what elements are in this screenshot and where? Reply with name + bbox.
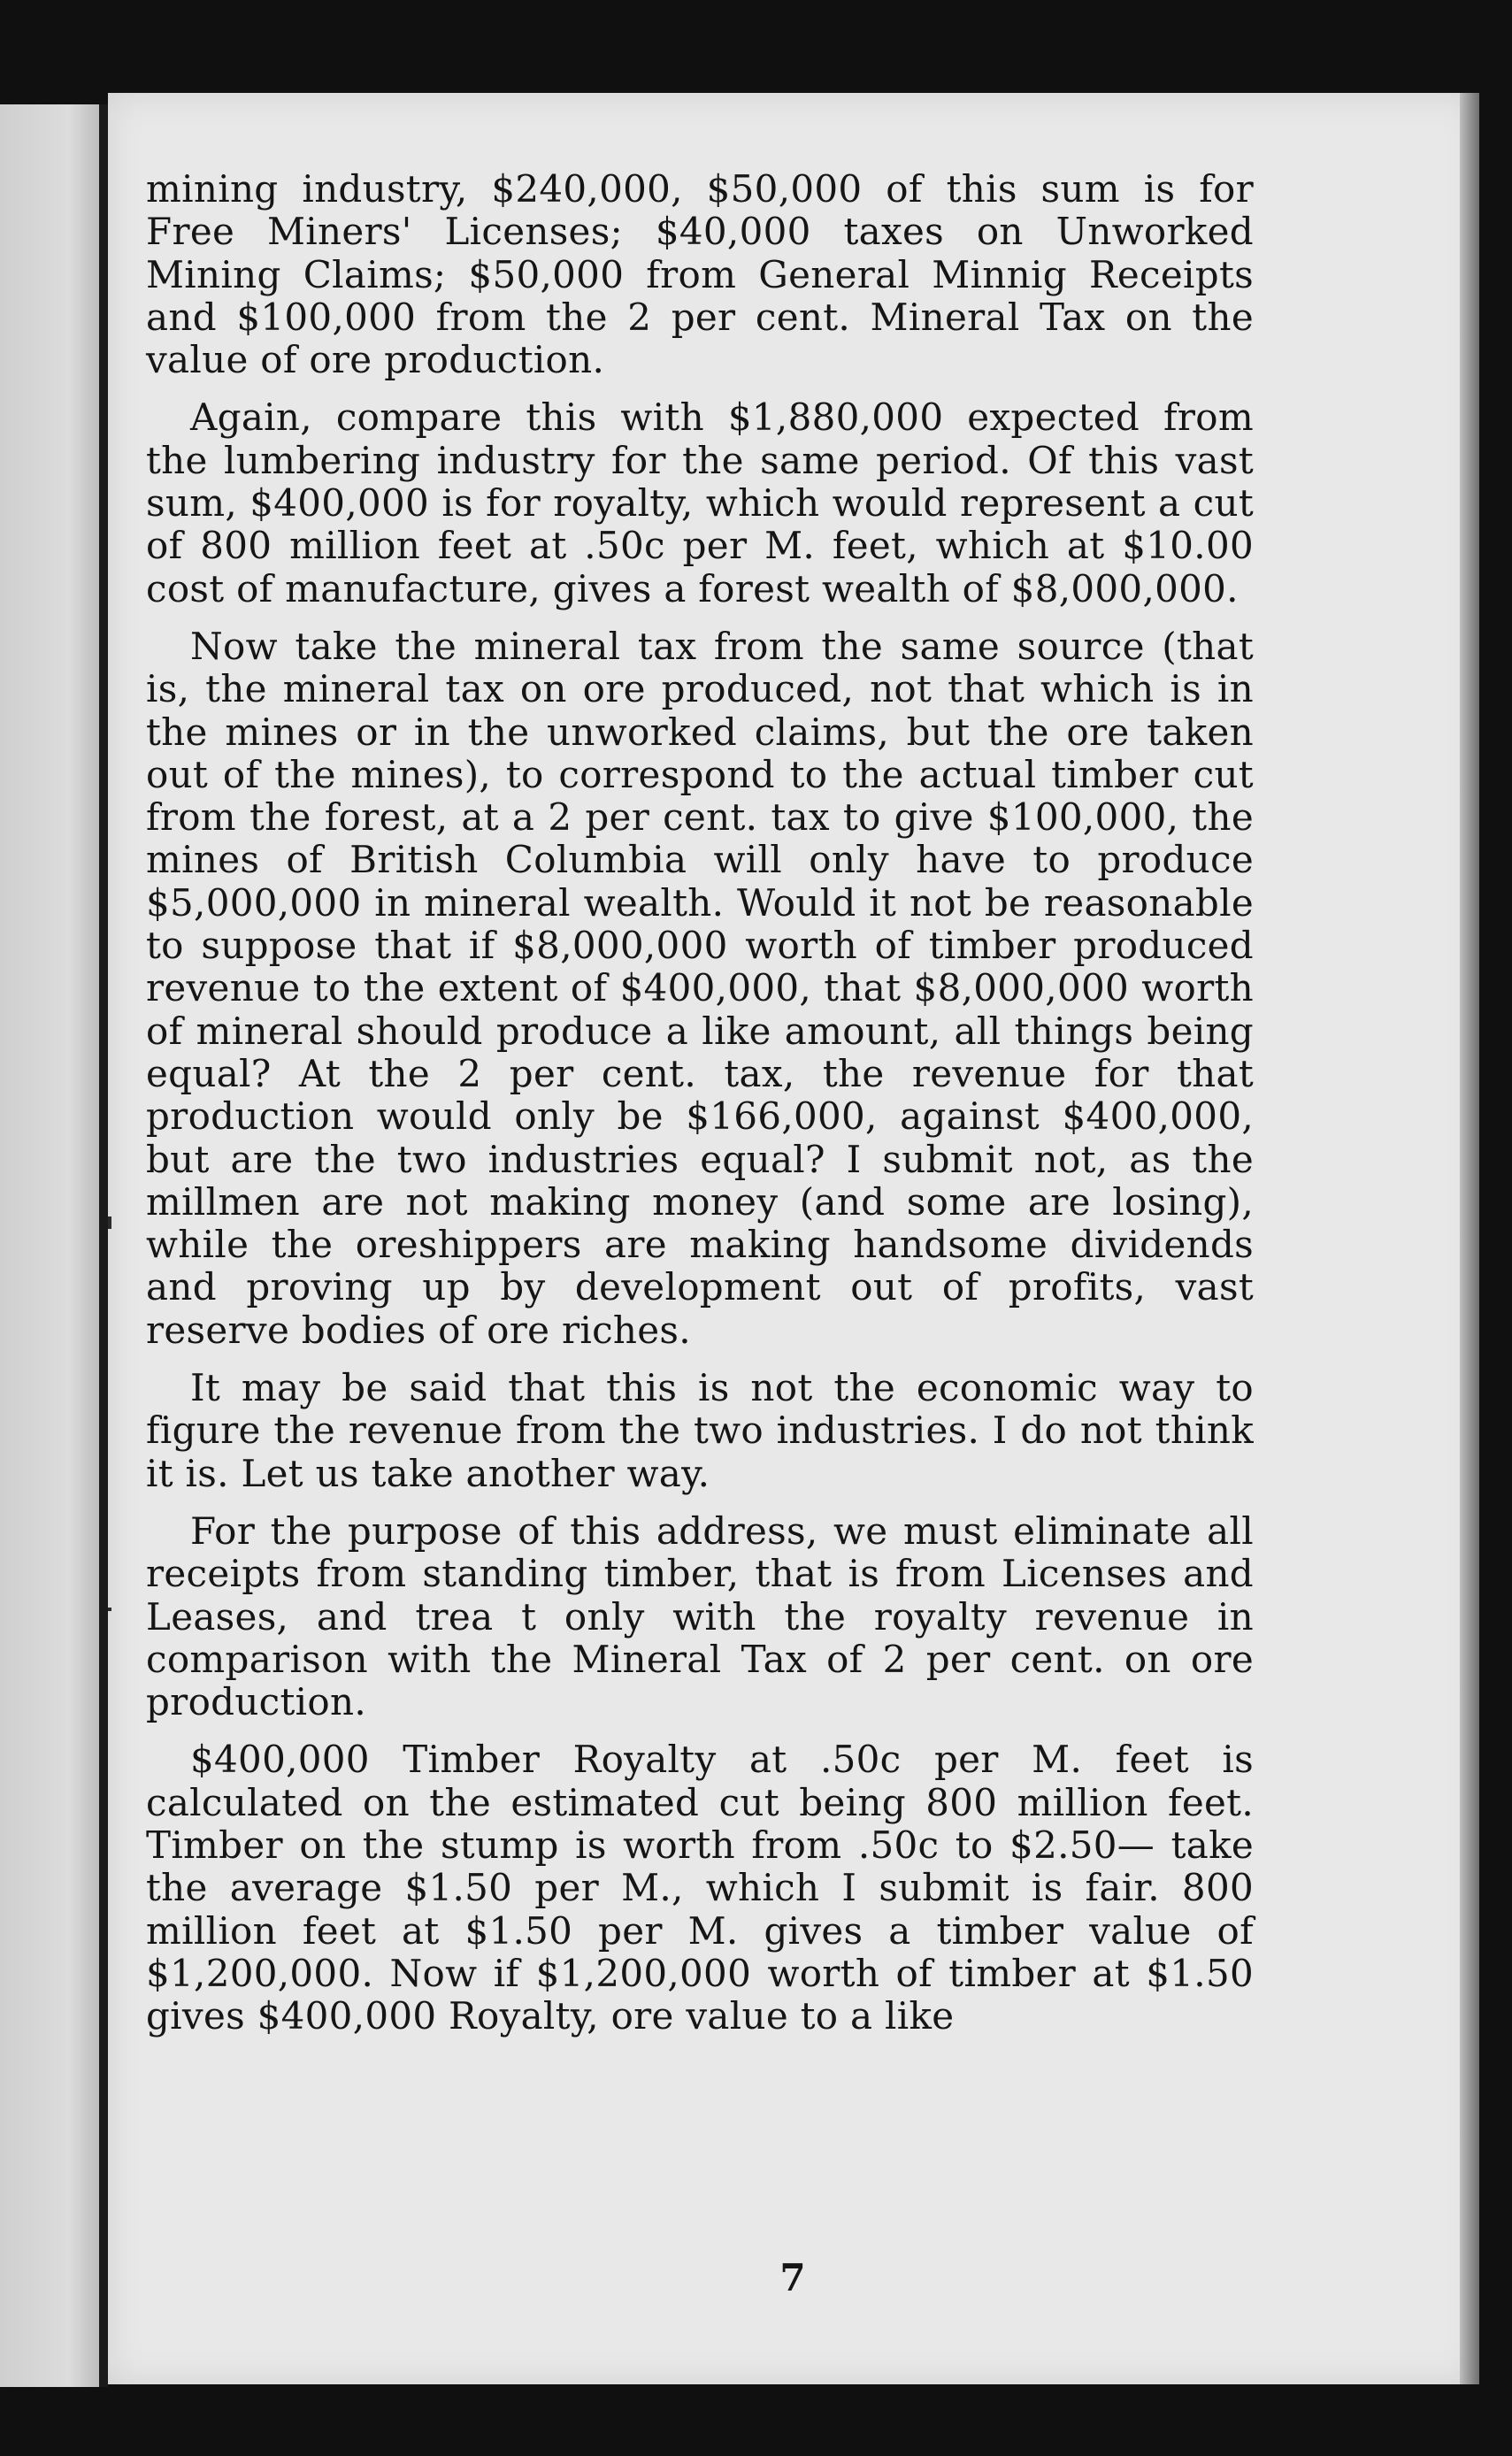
paragraph-5: For the purpose of this address, we must eliminate all receipts from standing timber, that is from Licenses and Leases, and trea t only with the royalty revenue in comparison with the Mineral Tax of 2 per cent. on ore production. xyxy=(146,1508,1254,1724)
paragraph-2: Again, compare this with $1,880,000 expected from the lumbering industry for the same period. Of this vast sum, $400,000 is for royalty, which would represent a cut of 800 million feet at .50c per M. feet, which at $10.00 cost of manufacture, gives a forest wealth of $8,000,000. xyxy=(146,395,1254,610)
margin-dot-mark xyxy=(108,1608,111,1611)
paragraph-3: Now take the mineral tax from the same source (that is, the mineral tax on ore produced, not that which is in the mines or in the unworked claims, but the ore taken out of the mines), to correspond to the actual timber cut from the forest, at a 2 per cent. tax to give $100,000, the mines of British Columbia will only have to produce $5,000,000 in mineral wealth. Would it not be reasonable to suppose that if $8,000,000 worth of timber produced revenue to the extent of $400,000, that $8,000,000 worth of mineral should produce a like amount, all things being equal? At the 2 per cent. tax, the revenue for that production would only be $166,000, against $400,000, but are the two industries equal? I submit not, as the millmen are not making money (and some are losing), while the oreshippers are making handsome dividends and proving up by development out of profits, vast reserve bodies of ore riches. xyxy=(146,624,1254,1352)
paragraph-4: It may be said that this is not the economic way to figure the revenue from the two industries. I do not think it is. Let us take another way. xyxy=(146,1366,1254,1495)
page-edge-shadow xyxy=(1460,93,1479,2384)
facing-page-edge xyxy=(0,104,99,2387)
book-gutter xyxy=(99,104,108,2387)
paragraph-6: $400,000 Timber Royalty at .50c per M. feet is calculated on the estimated cut being 800 million feet. Timber on the stump is worth from .50c to $2.50— take the average $1.50 per M., which I submit is fair. 800 million feet at $1.50 per M. gives a timber value of $1,200,000. Now if $1,200,000 worth of timber at $1.50 gives $400,000 Royalty, ore value to a like xyxy=(146,1738,1254,2038)
paragraph-1: mining industry, $240,000, $50,000 of this sum is for Free Miners' Licenses; $40,000 taxes on Unworked Mining Claims; $50,000 from General Minnig Receipts and $100,000 from the 2 per cent. Mineral Tax on the value of ore production. xyxy=(146,167,1254,382)
margin-tick-mark xyxy=(108,1216,111,1229)
body-text xyxy=(146,168,1254,2053)
page-number: 7 xyxy=(779,2256,806,2299)
